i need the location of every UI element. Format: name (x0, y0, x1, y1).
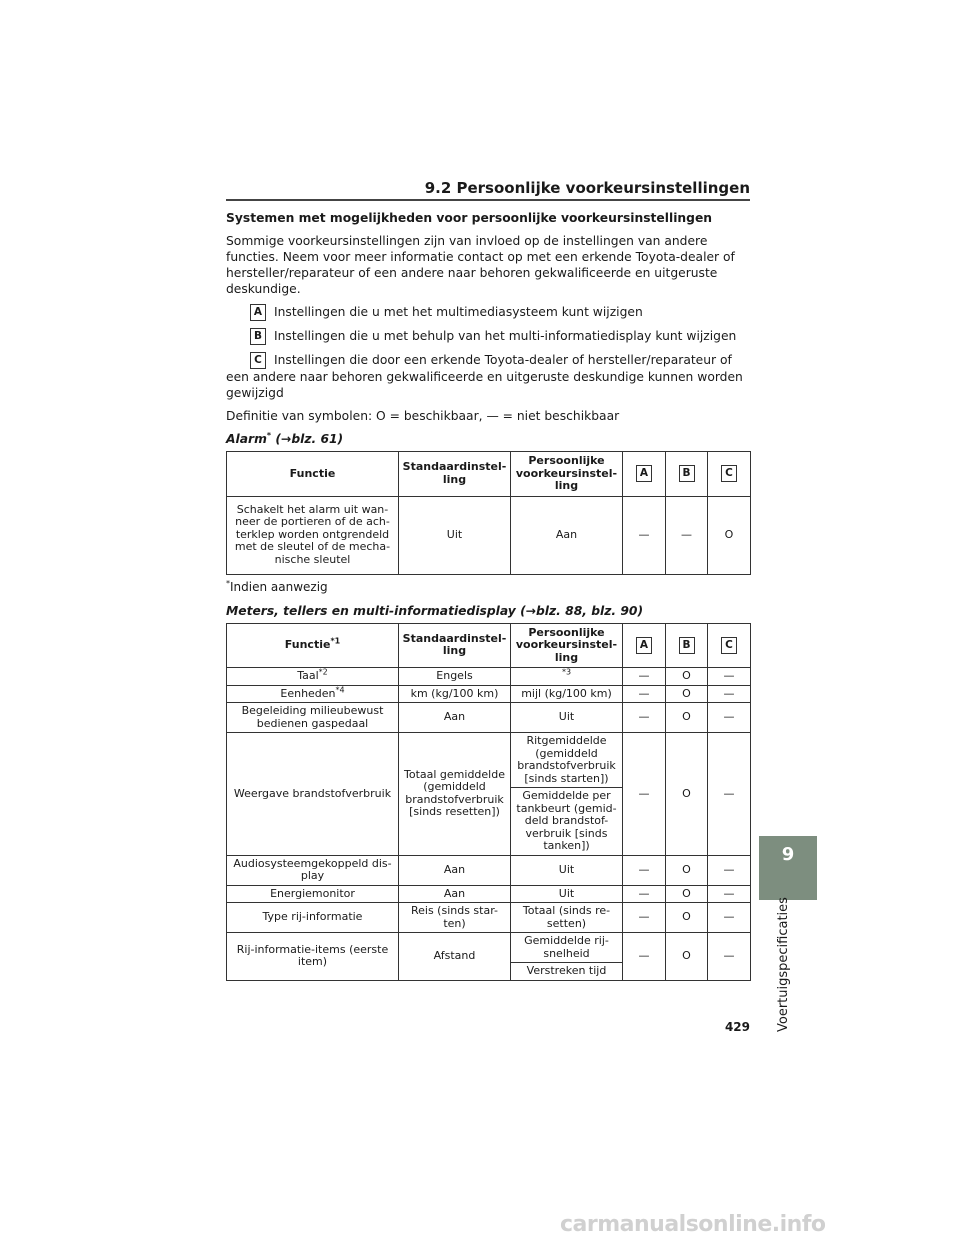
cell-persoonlijk-2: Verstreken tijd (511, 963, 623, 981)
meters-table (226, 623, 751, 981)
table-row-audio (227, 855, 751, 885)
cell-functie: Weergave brandstofverbruik (227, 733, 399, 856)
cell-standaard: Totaal gemiddelde (gemiddeld brandstofverbruik [sinds resetten]) (399, 733, 511, 856)
header-c (708, 452, 751, 497)
badge-b-icon: B (250, 328, 266, 345)
cell-standaard: Aan (399, 855, 511, 885)
cell-standaard: Aan (399, 703, 511, 733)
badge-a-icon: A (636, 637, 652, 654)
chapter-number: 9 (781, 844, 795, 865)
cell-persoonlijk-1: Ritgemiddelde (gemiddeld brandstofverbruik [sinds starten]) (511, 733, 623, 788)
cell-b: O (666, 733, 708, 856)
meters-table-title: Meters, tellers en multi-informatiedisplay (→blz. 88, blz. 90) (226, 603, 644, 618)
header-rule (226, 199, 750, 201)
cell-b: O (666, 933, 708, 981)
header-standaard: Standaardinstel-ling (399, 623, 511, 668)
main-content (226, 210, 750, 981)
cell-persoonlijk: Totaal (sinds re-setten) (511, 903, 623, 933)
cell-c: — (708, 685, 751, 703)
cell-a: — (623, 496, 666, 574)
cell-standaard: Engels (399, 668, 511, 686)
cell-a: — (623, 685, 666, 703)
table-header-row (227, 623, 751, 668)
cell-persoonlijk-2: Gemiddelde per tankbeurt (gemid-deld brandstof-verbruik [sinds tanken]) (511, 788, 623, 856)
cell-persoonlijk (511, 668, 623, 686)
alarm-footnote (226, 579, 750, 595)
header-c (708, 623, 751, 668)
legend-item-c (226, 352, 750, 401)
cell-c: — (708, 903, 751, 933)
alarm-title-ref: (→blz. 61) (271, 432, 344, 446)
header-persoonlijk: Persoonlijke voorkeursinstel-ling (511, 623, 623, 668)
cell-c: — (708, 885, 751, 903)
table-row-eenheden (227, 685, 751, 703)
badge-b-icon: B (679, 465, 695, 482)
cell-persoonlijk: Aan (511, 496, 623, 574)
cell-functie (227, 685, 399, 703)
header-functie-sup: *1 (330, 636, 341, 646)
legend-item-b (226, 328, 750, 345)
table-row-brandstof (227, 733, 751, 788)
badge-c-icon: C (721, 637, 737, 654)
legend-item-a (226, 304, 750, 321)
header-a (623, 623, 666, 668)
cell-functie-text: Eenheden (280, 686, 336, 700)
cell-functie-text: Taal (297, 669, 319, 682)
cell-functie-sup: *2 (318, 667, 328, 677)
table-row-type-rij (227, 903, 751, 933)
cell-a: — (623, 668, 666, 686)
header-functie: Functie (227, 452, 399, 497)
header-standaard: Standaardinstel-ling (399, 452, 511, 497)
cell-b: — (666, 496, 708, 574)
cell-persoonlijk: Uit (511, 703, 623, 733)
cell-persoonlijk: Uit (511, 855, 623, 885)
section-heading: Systemen met mogelijkheden voor persoonlijke voorkeursinstellingen (226, 211, 713, 225)
cell-standaard: Aan (399, 885, 511, 903)
header-functie (227, 623, 399, 668)
cell-a: — (623, 855, 666, 885)
header-b (666, 452, 708, 497)
cell-functie: Begeleiding milieubewust bedienen gaspedaal (227, 703, 399, 733)
cell-functie: Type rij-informatie (227, 903, 399, 933)
watermark: carmanualsonline.info (560, 1212, 826, 1237)
cell-b: O (666, 668, 708, 686)
intro-paragraph: Sommige voorkeursinstellingen zijn van invloed op de instellingen van andere functies. Neem voor meer informatie contact op met een erkende Toyota-dealer of hersteller/reparateur of een andere naar behoren gekwalificeerde en uitgeruste deskundige. (226, 234, 735, 296)
cell-persoonlijk-sup: *3 (561, 667, 572, 677)
table-header-row (227, 452, 751, 497)
cell-standaard: km (kg/100 km) (399, 685, 511, 703)
cell-b: O (666, 703, 708, 733)
cell-standaard: Afstand (399, 933, 511, 981)
badge-a-icon: A (636, 465, 652, 482)
table-row-energie (227, 885, 751, 903)
table-row-rij-items (227, 933, 751, 963)
alarm-table-title (226, 431, 750, 447)
badge-b-icon: B (679, 637, 695, 654)
alarm-table (226, 451, 751, 575)
chapter-label: Voertuigspecificaties (776, 897, 791, 1032)
alarm-title-sup: * (266, 430, 272, 440)
cell-a: — (623, 703, 666, 733)
cell-functie: Rij-informatie-items (eerste item) (227, 933, 399, 981)
cell-standaard: Reis (sinds star-ten) (399, 903, 511, 933)
cell-a: — (623, 933, 666, 981)
section-header: 9.2 Persoonlijke voorkeursinstellingen (424, 179, 750, 197)
badge-c-icon: C (721, 465, 737, 482)
cell-functie-sup: *4 (335, 684, 345, 694)
cell-standaard: Uit (399, 496, 511, 574)
cell-persoonlijk: Uit (511, 885, 623, 903)
legend-text-b: Instellingen die u met behulp van het multi-informatiedisplay kunt wijzigen (274, 329, 737, 343)
cell-c: — (708, 668, 751, 686)
header-persoonlijk: Persoonlijke voorkeursinstel-ling (511, 452, 623, 497)
cell-c: — (708, 933, 751, 981)
legend-text-c: Instellingen die door een erkende Toyota-dealer of hersteller/reparateur of een andere naar behoren gekwalificeerde en uitgeruste deskundige kunnen worden gewijzigd (226, 353, 743, 400)
cell-b: O (666, 685, 708, 703)
cell-functie: Energiemonitor (227, 885, 399, 903)
badge-a-icon: A (250, 304, 266, 321)
cell-persoonlijk: mijl (kg/100 km) (511, 685, 623, 703)
cell-b: O (666, 885, 708, 903)
header-a (623, 452, 666, 497)
cell-functie: Schakelt het alarm uit wan-neer de portieren of de ach-terklep worden ontgrendeld met de sleutel of de mecha-nische sleutel (227, 496, 399, 574)
cell-c: — (708, 855, 751, 885)
cell-a: — (623, 885, 666, 903)
cell-c: O (708, 496, 751, 574)
cell-a: — (623, 733, 666, 856)
cell-c: — (708, 733, 751, 856)
cell-c: — (708, 703, 751, 733)
badge-c-icon: C (250, 352, 266, 369)
table-row (227, 496, 751, 574)
page-number: 429 (724, 1020, 750, 1034)
cell-persoonlijk-1: Gemiddelde rij-snelheid (511, 933, 623, 963)
symbol-definition: Definitie van symbolen: O = beschikbaar, — = niet beschikbaar (226, 409, 620, 423)
table-row-taal (227, 668, 751, 686)
footnote-sup: * (226, 578, 230, 588)
header-b (666, 623, 708, 668)
cell-b: O (666, 855, 708, 885)
cell-functie: Audiosysteemgekoppeld dis-play (227, 855, 399, 885)
cell-functie (227, 668, 399, 686)
footnote-text: Indien aanwezig (230, 579, 328, 594)
cell-b: O (666, 903, 708, 933)
alarm-title-text: Alarm (226, 432, 267, 446)
cell-a: — (623, 903, 666, 933)
header-functie-text: Functie (284, 638, 331, 651)
legend-text-a: Instellingen die u met het multimediasysteem kunt wijzigen (274, 305, 643, 319)
table-row-begeleiding (227, 703, 751, 733)
